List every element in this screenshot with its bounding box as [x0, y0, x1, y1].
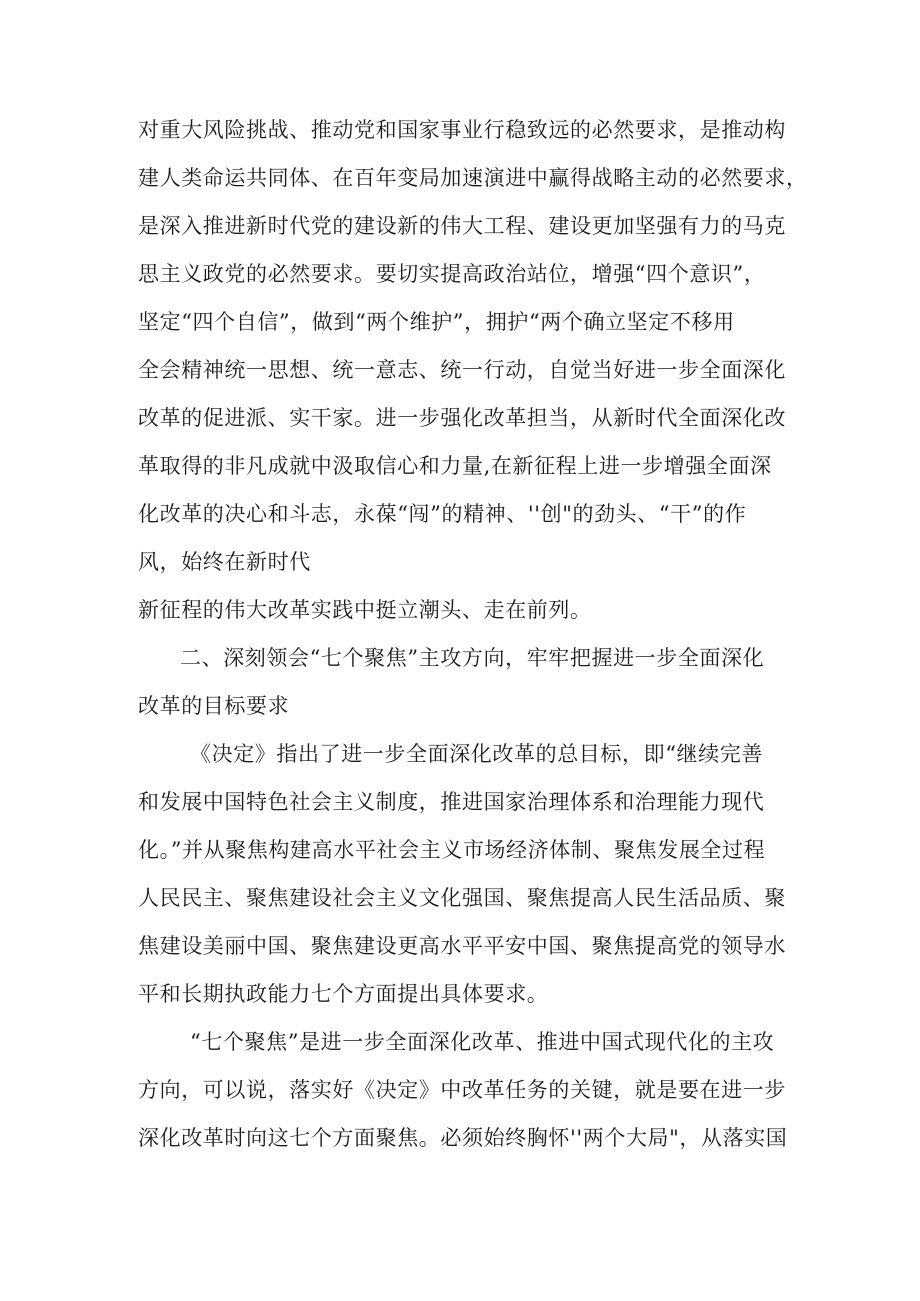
body-text-line: “七个聚焦”是进一步全面深化改革、推进中国式现代化的主攻	[190, 1030, 775, 1054]
section-heading: 二、深刻领会“七个聚焦”主攻方向，牢牢把握进一步全面深化	[180, 646, 765, 670]
body-text-line: 对重大风险挑战、推动党和国家事业行稳致远的必然要求，是推动构	[138, 118, 786, 142]
body-text-line: 《决定》指出了进一步全面深化改革的总目标，即“继续完善	[190, 742, 763, 766]
body-text-line: 平和长期执政能力七个方面提出具体要求。	[138, 982, 549, 1006]
body-text-line: 和发展中国特色社会主义制度，推进国家治理体系和治理能力现代	[138, 790, 765, 814]
body-text-line: 化。”并从聚焦构建高水平社会主义市场经济体制、聚焦发展全过程	[138, 838, 766, 862]
body-text-line: 思主义政党的必然要求。要切实提高政治站位，增强“四个意识”，	[138, 262, 766, 286]
body-text-line: 风，始终在新时代	[138, 550, 311, 574]
body-text-line: 坚定“四个自信”，做到“两个维护”，拥护“两个确立坚定不移用	[138, 310, 735, 334]
body-text-line: 是深入推进新时代党的建设新的伟大工程、建设更加坚强有力的马克	[138, 214, 786, 238]
body-text-line: 革取得的非凡成就中汲取信心和力量,在新征程上进一步增强全面深	[138, 454, 772, 478]
body-text-line: 改革的促进派、实干家。进一步强化改革担当，从新时代全面深化改	[138, 406, 786, 430]
body-text-line: 人民民主、聚焦建设社会主义文化强国、聚焦提高人民生活品质、聚	[138, 886, 786, 910]
body-text-line: 建人类命运共同体、在百年变局加速演进中赢得战略主动的必然要求，	[138, 166, 808, 190]
body-text-line: 深化改革时向这七个方面聚焦。必须始终胸怀''两个大局"，从落实国	[138, 1126, 788, 1150]
body-text-line: 方向，可以说，落实好《决定》中改革任务的关键，就是要在进一步	[138, 1078, 786, 1102]
body-text-line: 新征程的伟大改革实践中挺立潮头、走在前列。	[138, 598, 592, 622]
body-text-line: 焦建设美丽中国、聚焦建设更高水平平安中国、聚焦提高党的领导水	[138, 934, 786, 958]
body-text-line: 全会精神统一思想、统一意志、统一行动，自觉当好进一步全面深化	[138, 358, 786, 382]
body-text-line: 化改革的决心和斗志，永葆“闯”的精神、''创"的劲头、“干”的作	[138, 502, 747, 526]
section-heading-continuation: 改革的目标要求	[138, 694, 290, 718]
